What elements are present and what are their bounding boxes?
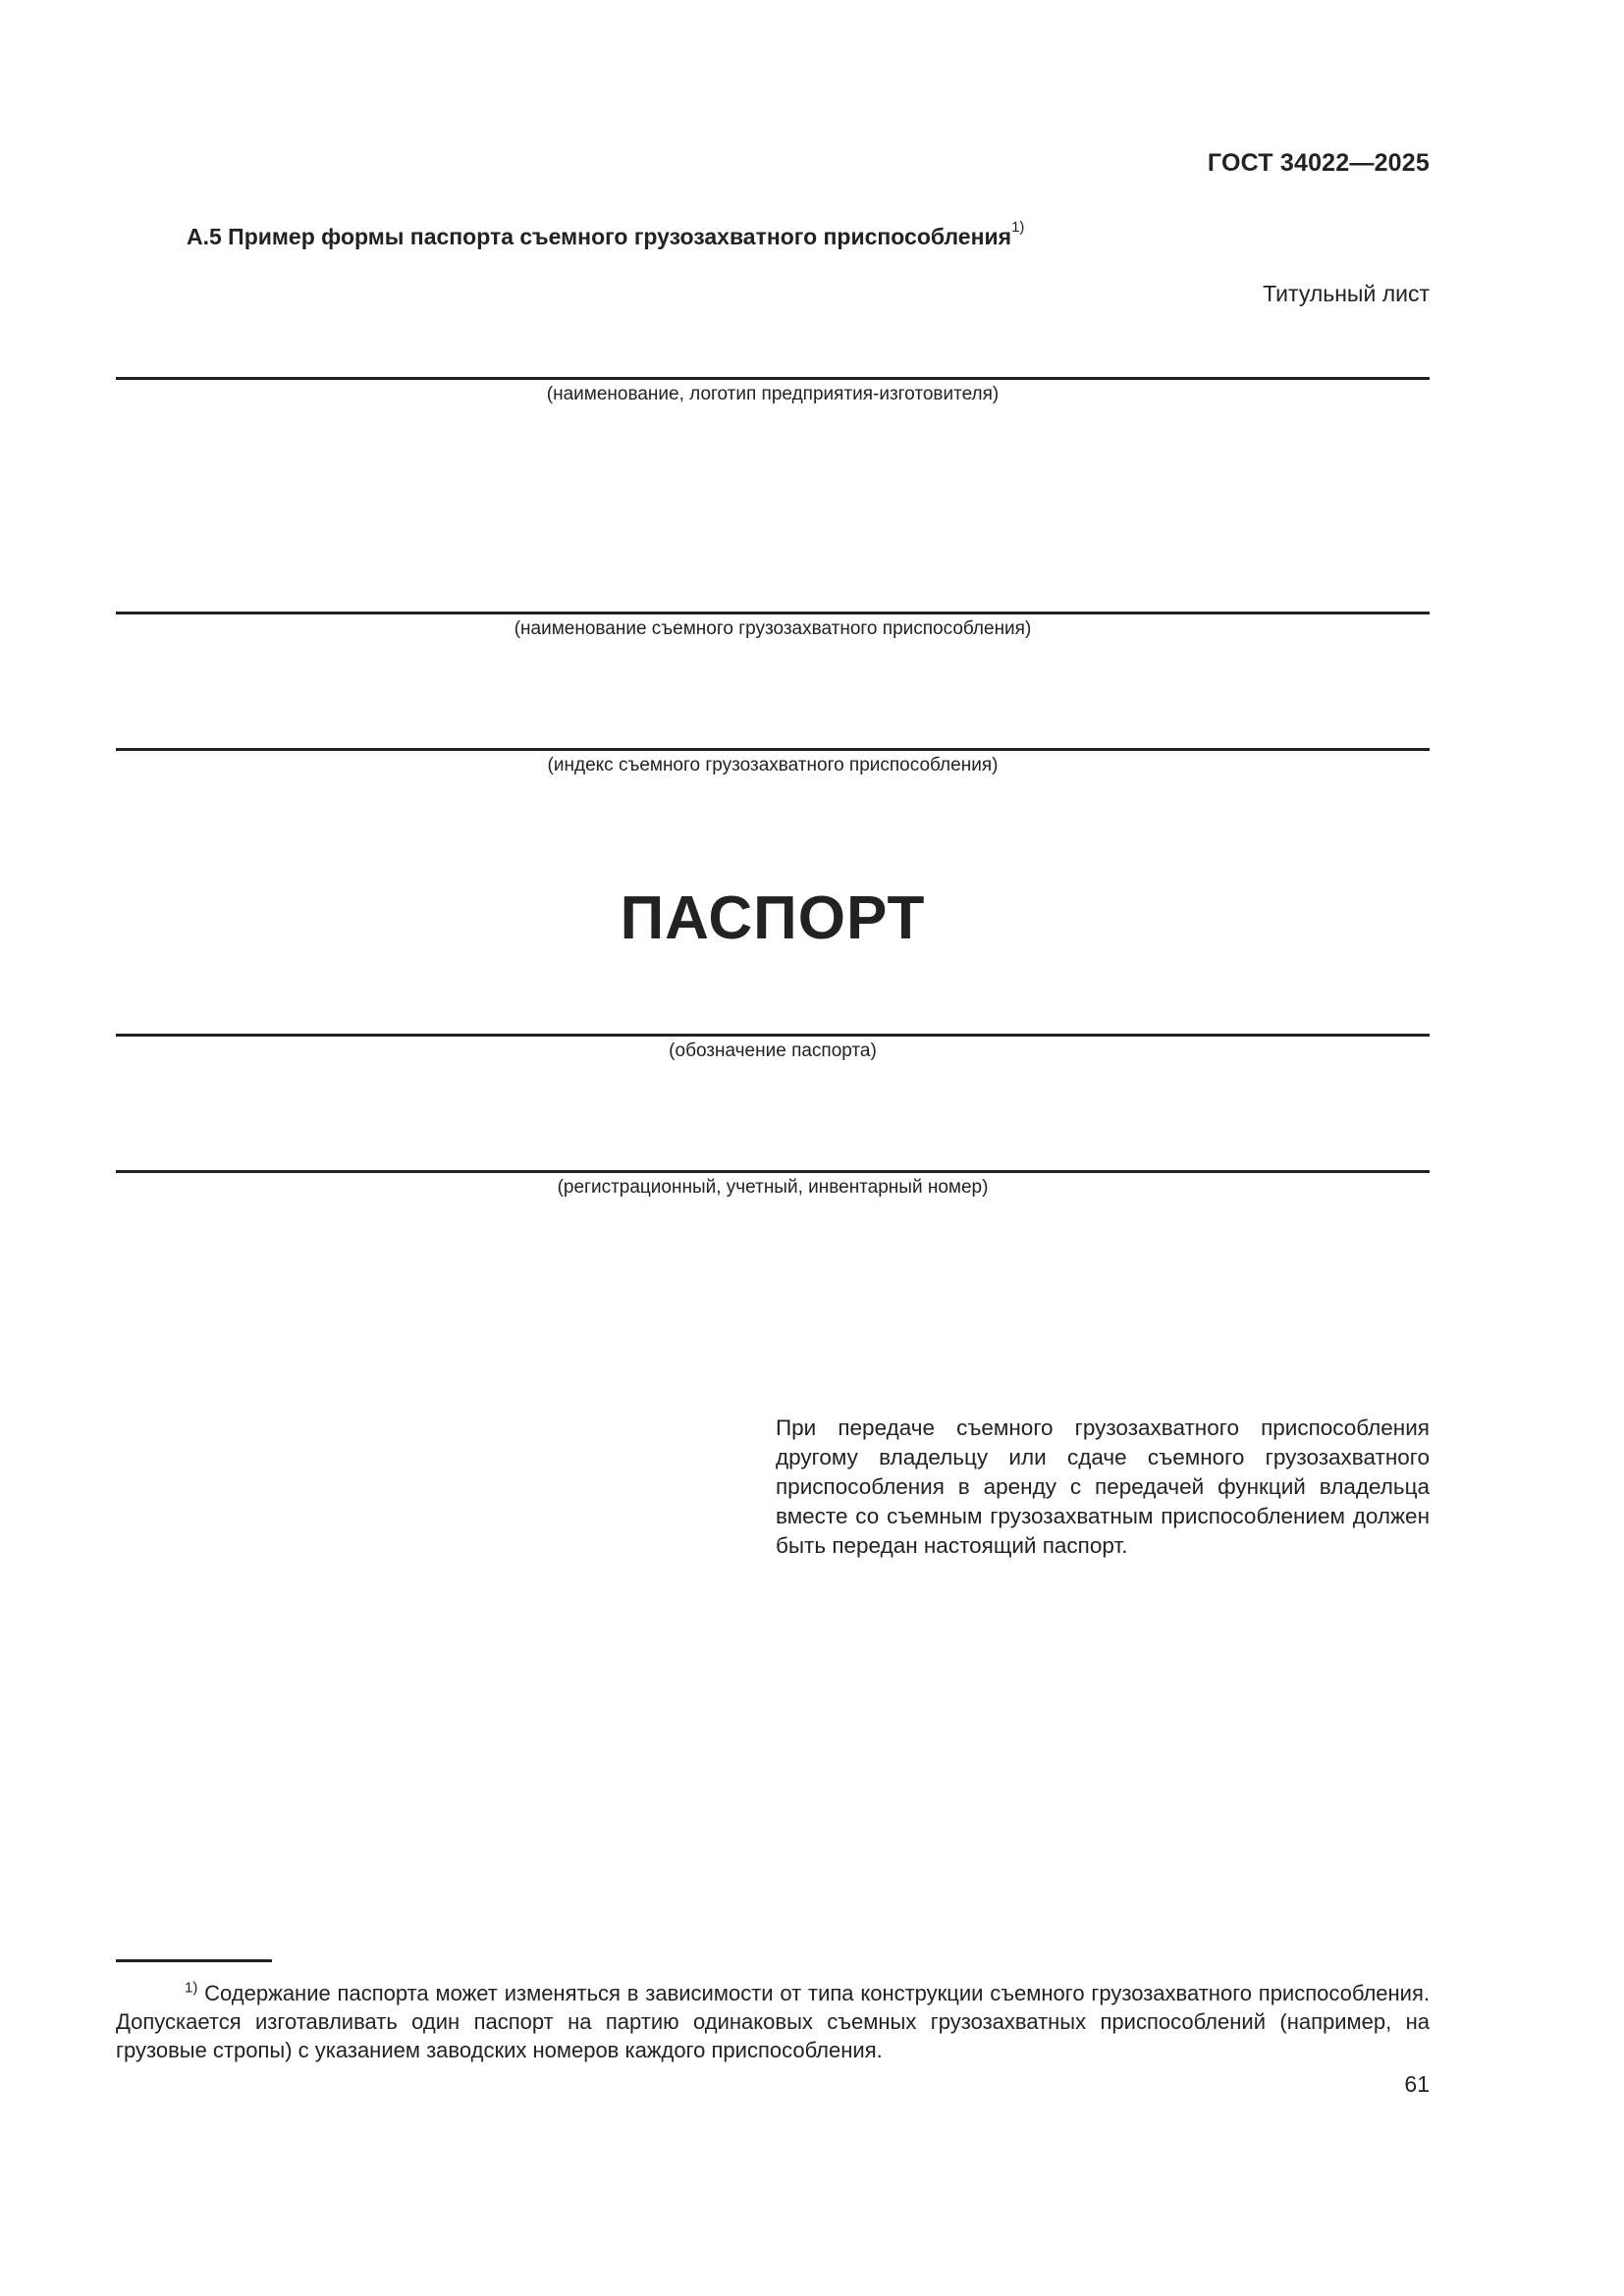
footnote-text: Содержание паспорта может изменяться в зависимости от типа конструкции съемного грузозахватного приспособления. Допускается изготавливать один паспорт на партию одинаковых съемных грузозахватных приспособлений (например, на грузовые стропы) с указанием заводских номеров каждого приспособления.	[116, 1981, 1430, 2062]
page-number: 61	[1404, 2071, 1430, 2097]
sheet-label: Титульный лист	[1263, 281, 1430, 306]
device-index-caption: (индекс съемного грузозахватного приспособления)	[547, 755, 999, 775]
passport-title: ПАСПОРТ	[620, 884, 926, 952]
footnote-reference: 1)	[1011, 219, 1025, 237]
device-name-caption: (наименование съемного грузозахватного приспособления)	[514, 618, 1032, 639]
section-heading	[187, 219, 1025, 250]
transfer-notice: При передаче съемного грузозахватного приспособления другому владельцу или сдаче съемного грузозахватного приспособления в аренду с передачей функций владельца вместе со съемным грузозахватным приспособлением должен быть передан настоящий паспорт.	[776, 1415, 1430, 1558]
passport-designation-caption: (обозначение паспорта)	[669, 1041, 877, 1061]
manufacturer-caption: (наименование, логотип предприятия-изготовителя)	[546, 384, 1000, 404]
standard-code: ГОСТ 34022—2025	[1207, 149, 1430, 177]
registration-number-fill-line	[116, 1170, 1430, 1173]
registration-number-caption: (регистрационный, учетный, инвентарный номер)	[557, 1177, 989, 1198]
footnote	[116, 1979, 1430, 2064]
device-name-fill-line	[116, 612, 1430, 614]
manufacturer-fill-line	[116, 377, 1430, 380]
passport-designation-fill-line	[116, 1034, 1430, 1037]
footnote-marker: 1)	[185, 1979, 198, 1997]
footnote-separator	[116, 1959, 272, 1962]
device-index-fill-line	[116, 748, 1430, 751]
section-heading-text: А.5 Пример формы паспорта съемного грузозахватного приспособления	[187, 224, 1012, 249]
